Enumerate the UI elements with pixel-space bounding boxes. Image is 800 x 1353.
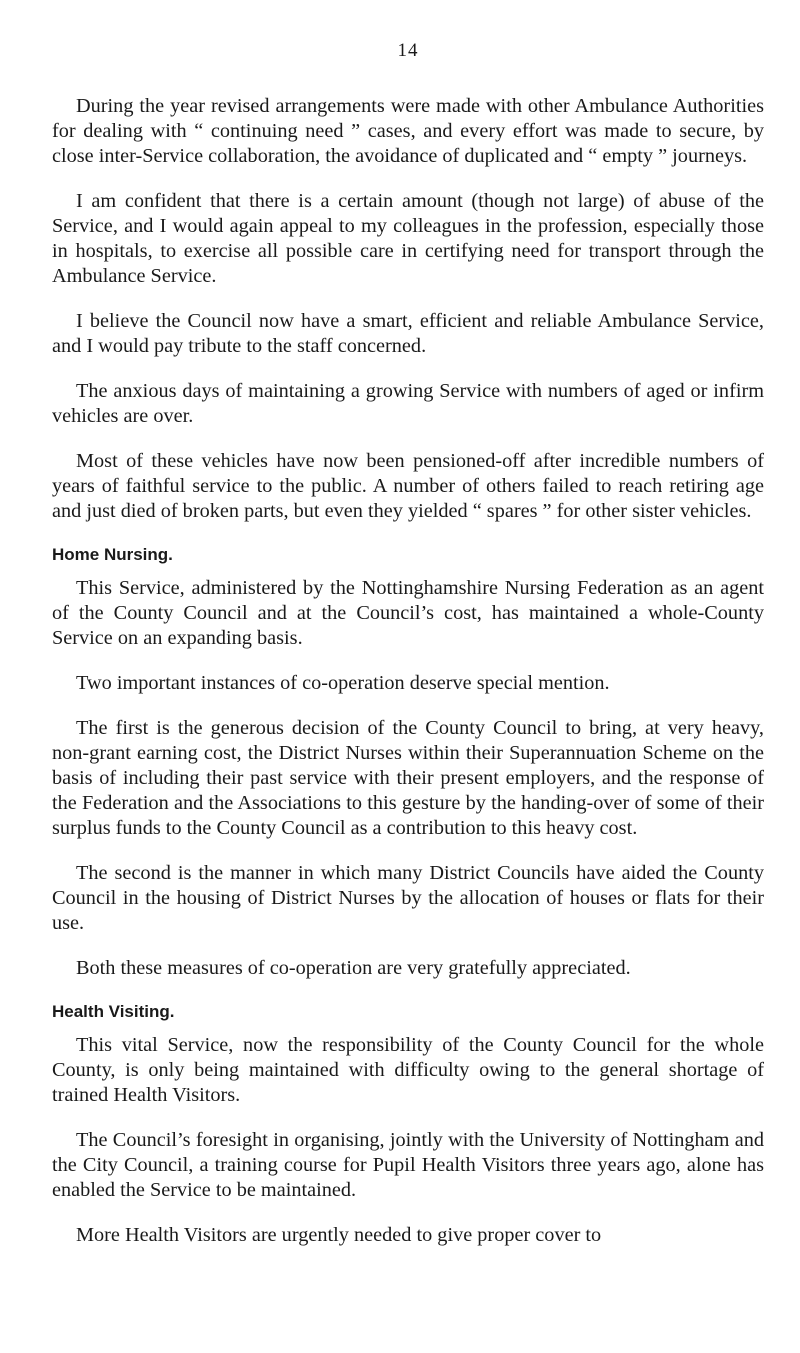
paragraph-ambulance-abuse: I am confident that there is a certain amount (though not large) of abuse of the Service, and I would again appeal to my colleagues in the profession, especially those in hospitals, to exercise all possible care in certifying need for transport through the Ambulance Service. bbox=[52, 190, 764, 287]
section-heading-health-visiting: Health Visiting. bbox=[52, 1002, 175, 1021]
paragraph-ambulance-arrangements: During the year revised arrangements were made with other Ambulance Authorities for dealing with “ continuing need ” cases, and every effort was made to secure, by close inter-Service collaboration, the avoidance of duplicated and “ empty ” journeys. bbox=[52, 95, 764, 167]
paragraph-home-nursing-cooperation: Two important instances of co-operation deserve special mention. bbox=[76, 672, 610, 694]
section-heading-home-nursing: Home Nursing. bbox=[52, 545, 173, 564]
paragraph-health-visiting-training: The Council’s foresight in organising, jointly with the University of Nottingham and the City Council, a training course for Pupil Health Visitors three years ago, alone has enabled the Service to be maintained. bbox=[52, 1129, 764, 1201]
document-page bbox=[52, 40, 764, 1248]
paragraph-home-nursing-second: The second is the manner in which many District Councils have aided the County Council in the housing of District Nurses by the allocation of houses or flats for their use. bbox=[52, 862, 764, 934]
paragraph-home-nursing-appreciated: Both these measures of co-operation are very gratefully appreciated. bbox=[76, 957, 631, 979]
paragraph-home-nursing-first: The first is the generous decision of the County Council to bring, at very heavy, non-grant earning cost, the District Nurses within their Superannuation Scheme on the basis of including their past service with their present employers, and the response of the Federation and the Associations to this gesture by the handing-over of some of their surplus funds to the County Council as a contribution to this heavy cost. bbox=[52, 717, 764, 839]
paragraph-health-visiting-needed: More Health Visitors are urgently needed to give proper cover to bbox=[76, 1224, 602, 1246]
paragraph-ambulance-vehicles: The anxious days of maintaining a growing Service with numbers of aged or infirm vehicles are over. bbox=[52, 380, 764, 427]
paragraph-health-visiting-service: This vital Service, now the responsibility of the County Council for the whole County, is only being maintained with difficulty owing to the general shortage of trained Health Visitors. bbox=[52, 1034, 764, 1106]
paragraph-ambulance-tribute: I believe the Council now have a smart, efficient and reliable Ambulance Service, and I would pay tribute to the staff concerned. bbox=[52, 310, 764, 357]
paragraph-ambulance-pensioned: Most of these vehicles have now been pensioned-off after incredible numbers of years of faithful service to the public. A number of others failed to reach retiring age and just died of broken parts, but even they yielded “ spares ” for other sister vehicles. bbox=[52, 450, 764, 522]
paragraph-home-nursing-service: This Service, administered by the Nottinghamshire Nursing Federation as an agent of the County Council and at the Council’s cost, has maintained a whole-County Service on an expanding basis. bbox=[52, 577, 764, 649]
page-number: 14 bbox=[397, 40, 419, 61]
